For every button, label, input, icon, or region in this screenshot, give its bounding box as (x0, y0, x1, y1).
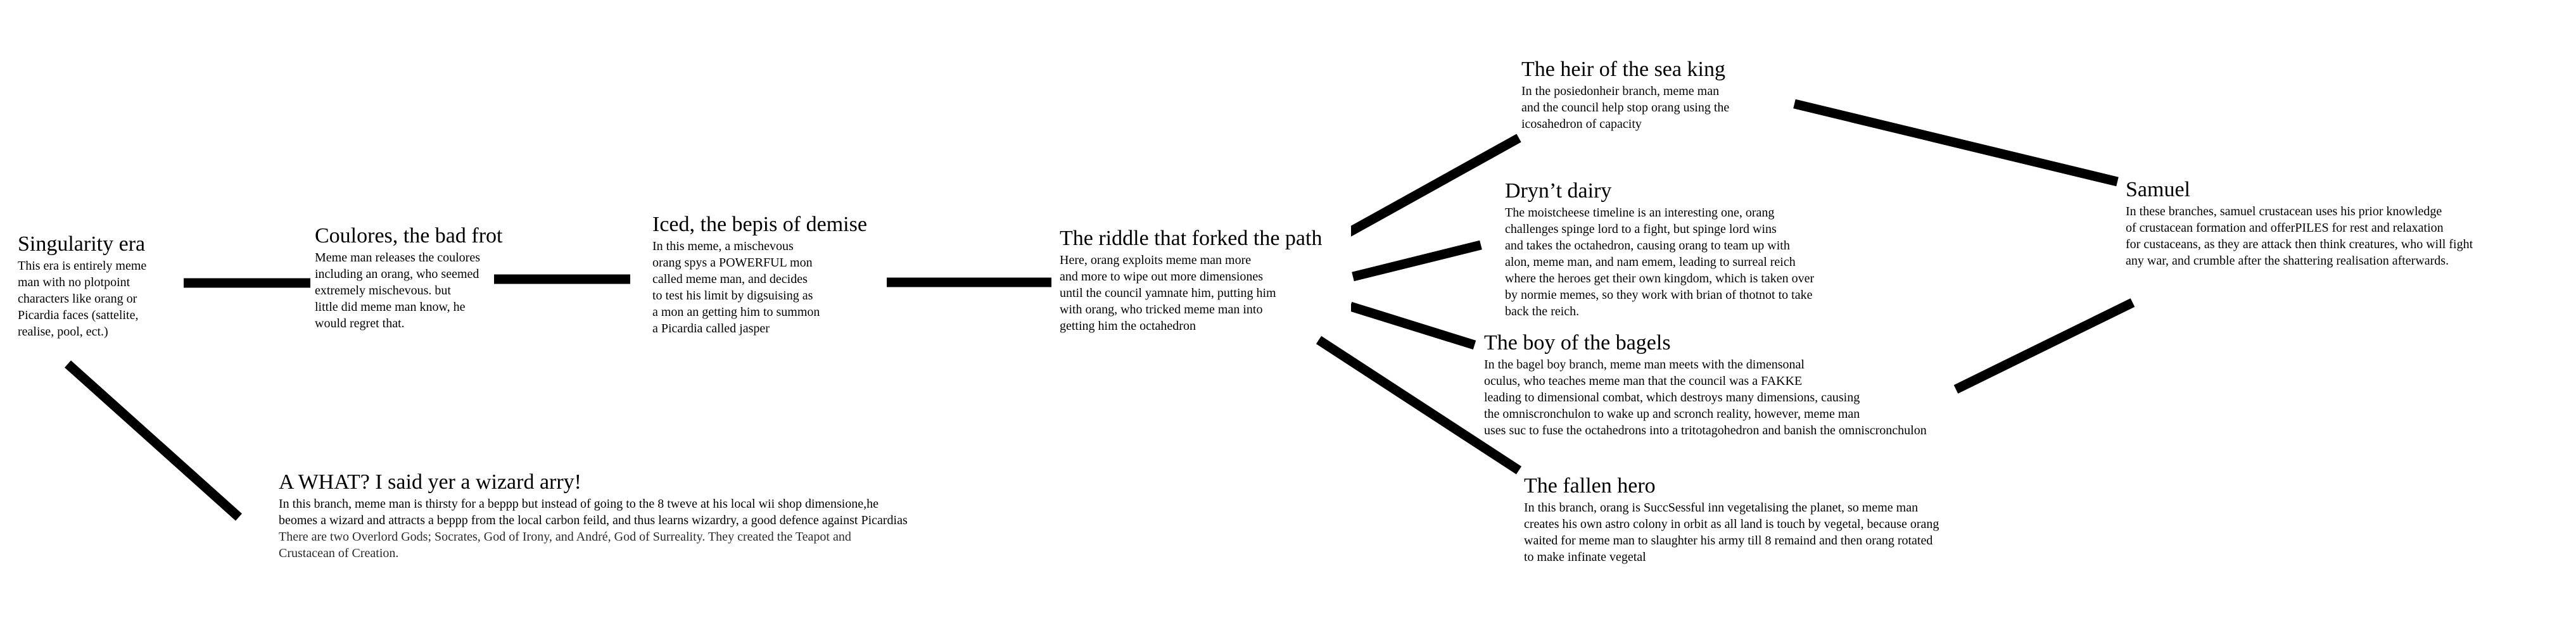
node-text: In these branches, samuel crustacean uses his prior knowledge of crustacean formation and offerPILES for rest and relaxation for custaceans, as they are attack then think creatures, who will fight any war, and crumble after the shattering realisation afterwards. (2126, 204, 2473, 268)
node-title: The boy of the bagels (1484, 331, 1671, 355)
link-riddle-dairy (1353, 245, 1481, 277)
node-text: Here, orang exploits meme man more and more to wipe out more dimensiones until the council yamnate him, putting him with orang, who tricked meme man into getting him the octahedron (1060, 253, 1276, 334)
node-text: Meme man releases the coulores including an orang, who seemed extremely mischevous. but little did meme man know, he would regret that. (315, 251, 481, 331)
link-riddle-bagels (1350, 306, 1475, 345)
node-title: The fallen hero (1524, 474, 1656, 498)
node-title: The heir of the sea king (1521, 58, 1725, 81)
link-sea-king-samuel (1794, 104, 2117, 182)
node-text: The moistcheese timeline is an interesting one, orang challenges spinge lord to a fight, but spinge lord wins and takes the octahedron, causing orang to team up with alon, meme man, and nam emem, leading to surreal reich where the heroes get their own kingdom, which is taken over by normie memes, so they work with brian of thotnot to take back the reich. (1505, 206, 1815, 319)
node-coulores (315, 223, 517, 332)
node-text: In this branch, meme man is thirsty for a beppp but instead of going to the 8 tweve at his local wii shop dimensione,he beomes a wizard and attracts a beppp from the local carbon feild, and thus learns wizardry, a good defence against Picardias (279, 497, 908, 528)
node-title: Iced, the bepis of demise (652, 213, 867, 236)
node-text: In the bagel boy branch, meme man meets with the dimensonal oculus, who teaches meme man that the council was a FAKKE leading to dimensional combat, which destroys many dimensions, causing the omniscronchulon to wake up and scronch reality, however, meme man uses suc to fuse the octahedrons into a tritotagohedron and banish the omniscronchulon (1484, 358, 1927, 438)
link-riddle-sea-king (1348, 138, 1519, 233)
node-drynt-dairy (1505, 179, 1860, 320)
node-singularity-era (18, 232, 184, 340)
node-text: In the posiedonheir branch, meme man and the council help stop orang using the icosahedron of capacity (1521, 84, 1730, 132)
node-title: Samuel (2126, 178, 2190, 201)
node-heir-sea-king (1521, 57, 1787, 132)
link-singularity-wizard (68, 364, 239, 517)
node-fallen-hero (1524, 474, 2043, 565)
node-samuel (2126, 177, 2569, 269)
node-title: Dryn’t dairy (1505, 179, 1612, 203)
node-wizard (279, 470, 1102, 562)
node-text: This era is entirely meme man with no plotpoint characters like orang or Picardia faces (sattelite, realise, pool, ect.) (18, 259, 147, 339)
node-title: Singularity era (18, 232, 146, 256)
node-title: A WHAT? I said yer a wizard arry! (279, 470, 582, 494)
node-riddle (1060, 226, 1351, 334)
node-iced (652, 212, 887, 337)
node-text: In this meme, a mischevous orang spys a POWERFUL mon called meme man, and decides to test his limit by digsuising as a mon an getting him to summon a Picardia called jasper (652, 239, 820, 336)
node-text: In this branch, orang is SuccSessful inn vegetalising the planet, so meme man creates his own astro colony in orbit as all land is touch by vegetal, because orang waited for meme man to slaughter his army till 8 remaind and then orang rotated to make infinate vegetal (1524, 501, 1939, 565)
node-title: The riddle that forked the path (1060, 227, 1323, 250)
node-boy-of-bagels (1484, 330, 2022, 439)
node-title: Coulores, the bad frot (315, 224, 503, 248)
gods-note: There are two Overlord Gods; Socrates, God of Irony, and André, God of Surreality. They created the Teapot and Crustacean of Creation. (279, 530, 851, 561)
